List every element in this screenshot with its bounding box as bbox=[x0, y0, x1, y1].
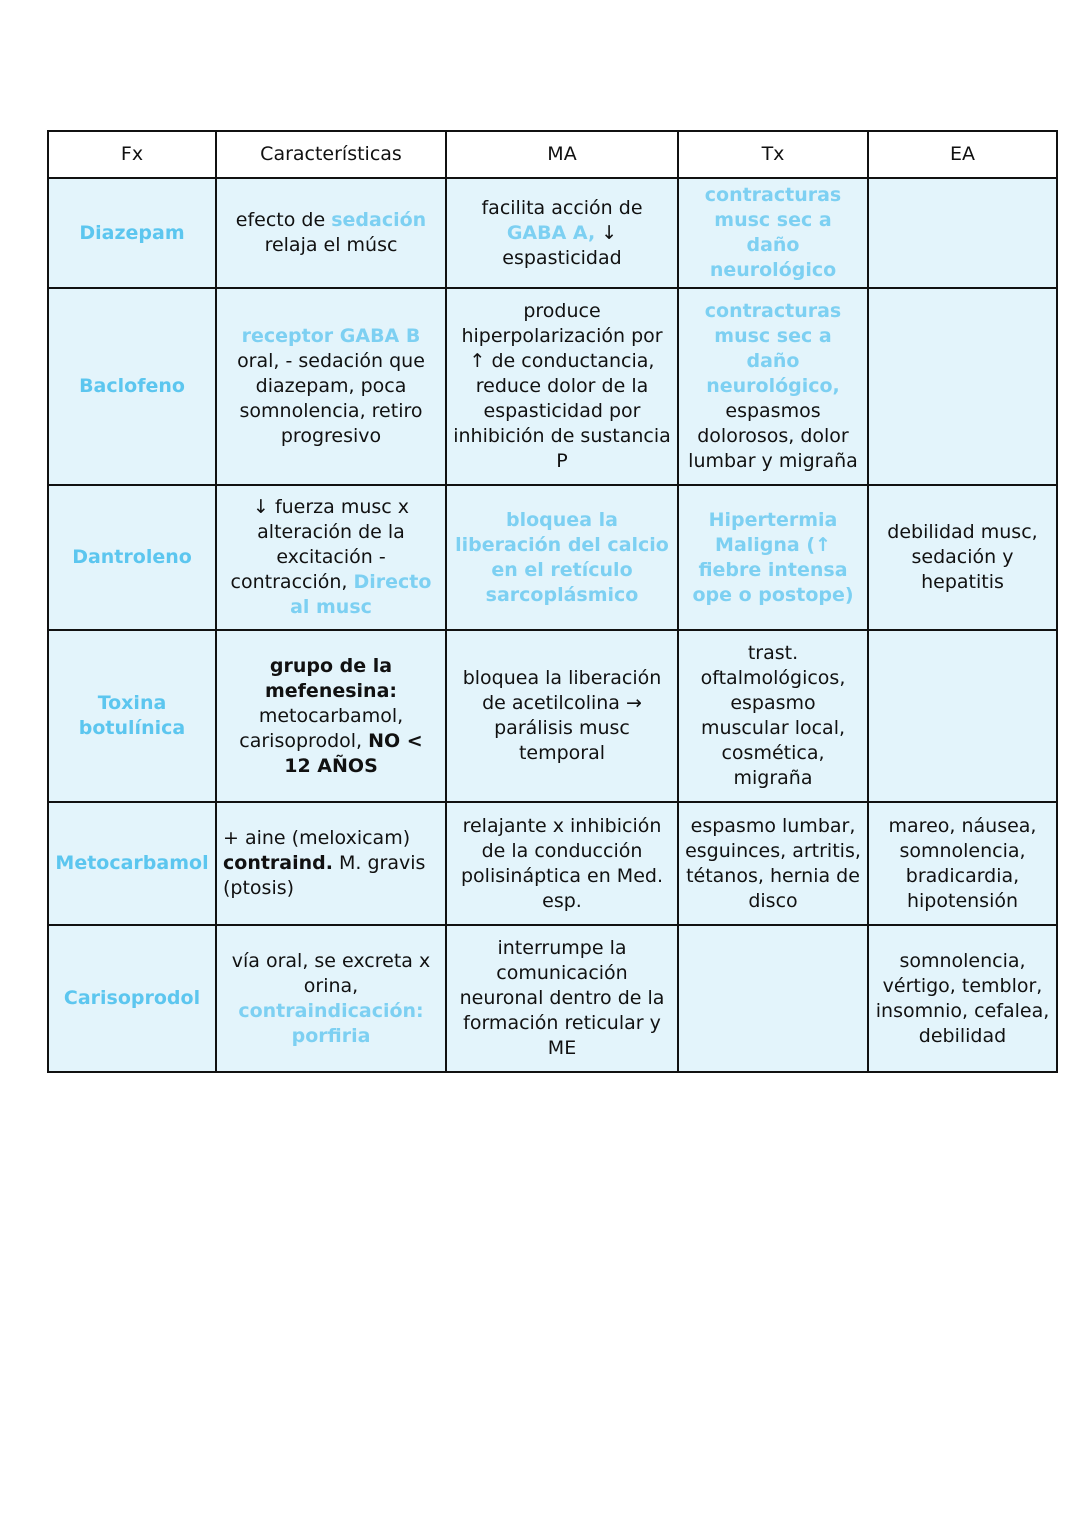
fx-cell: Carisoprodol bbox=[48, 925, 216, 1072]
header-ma: MA bbox=[446, 131, 678, 178]
cell-text: oral, - sedación que diazepam, poca somnolencia, retiro progresivo bbox=[237, 350, 425, 447]
highlight-text: sedación bbox=[331, 209, 427, 231]
tx-cell: espasmo lumbar, esguinces, artritis, tétanos, hernia de disco bbox=[678, 802, 868, 925]
tx-cell: contracturas musc sec a daño neurológico bbox=[678, 178, 868, 288]
bold-text: grupo de la mefenesina: bbox=[264, 654, 398, 702]
ea-cell bbox=[868, 630, 1057, 802]
tx-cell: Hipertermia Maligna (↑ fiebre intensa ope o postope) bbox=[678, 485, 868, 630]
table-row bbox=[48, 802, 1057, 925]
fx-cell: Dantroleno bbox=[48, 485, 216, 630]
bold-text: contraind. bbox=[223, 852, 333, 874]
caracteristicas-cell bbox=[216, 802, 446, 925]
cell-text: relaja el músc bbox=[264, 234, 398, 256]
ma-cell: relajante x inhibición de la conducción polisináptica en Med. esp. bbox=[446, 802, 678, 925]
highlight-text: Directo al musc bbox=[290, 571, 432, 618]
caracteristicas-cell bbox=[216, 925, 446, 1072]
highlight-text: contraindicación: porfiria bbox=[238, 999, 424, 1047]
caracteristicas-cell bbox=[216, 288, 446, 485]
cell-text: M. gravis (ptosis) bbox=[223, 852, 426, 899]
header-fx: Fx bbox=[48, 131, 216, 178]
cell-text: ↓ espasticidad bbox=[502, 221, 622, 269]
table-row bbox=[48, 288, 1057, 485]
ma-cell: bloquea la liberación del calcio en el retículo sarcoplásmico bbox=[446, 485, 678, 630]
header-tx: Tx bbox=[678, 131, 868, 178]
highlight-text: contracturas musc sec a daño neurológico, bbox=[704, 300, 842, 397]
ma-cell: interrumpe la comunicación neuronal dentro de la formación reticular y ME bbox=[446, 925, 678, 1072]
ea-cell: somnolencia, vértigo, temblor, insomnio, cefalea, debilidad bbox=[868, 925, 1057, 1072]
tx-cell bbox=[678, 288, 868, 485]
header-ea: EA bbox=[868, 131, 1057, 178]
header-caracteristicas: Características bbox=[216, 131, 446, 178]
ma-cell: bloquea la liberación de acetilcolina → parálisis musc temporal bbox=[446, 630, 678, 802]
ea-cell: debilidad musc, sedación y hepatitis bbox=[868, 485, 1057, 630]
bold-text: NO < 12 AÑOS bbox=[284, 729, 423, 777]
caracteristicas-cell bbox=[216, 630, 446, 802]
caracteristicas-cell bbox=[216, 178, 446, 288]
cell-text: vía oral, se excreta x orina, bbox=[231, 949, 431, 997]
ea-cell: mareo, náusea, somnolencia, bradicardia, hipotensión bbox=[868, 802, 1057, 925]
cell-text: metocarbamol, carisoprodol, bbox=[239, 704, 404, 752]
cell-text: espasmos dolorosos, dolor lumbar y migraña bbox=[688, 400, 858, 472]
fx-cell: Baclofeno bbox=[48, 288, 216, 485]
ea-cell bbox=[868, 178, 1057, 288]
table-row bbox=[48, 925, 1057, 1072]
cell-text: facilita acción de bbox=[481, 196, 643, 219]
ma-cell bbox=[446, 178, 678, 288]
ea-cell bbox=[868, 288, 1057, 485]
cell-text: ↓ fuerza musc x alteración de la excitación - contracción, bbox=[230, 496, 410, 593]
cell-text: efecto de bbox=[235, 209, 332, 231]
ma-cell: produce hiperpolarización por ↑ de conductancia, reduce dolor de la espasticidad por inhibición de sustancia P bbox=[446, 288, 678, 485]
caracteristicas-cell bbox=[216, 485, 446, 630]
table-row bbox=[48, 178, 1057, 288]
cell-text: + aine (meloxicam) bbox=[223, 827, 411, 849]
fx-cell: Diazepam bbox=[48, 178, 216, 288]
fx-cell: Metocarbamol bbox=[48, 802, 216, 925]
table-row bbox=[48, 630, 1057, 802]
table-row bbox=[48, 485, 1057, 630]
header-row bbox=[48, 131, 1057, 178]
tx-cell bbox=[678, 925, 868, 1072]
highlight-text: receptor GABA B bbox=[241, 325, 421, 347]
tx-cell: trast. oftalmológicos, espasmo muscular local, cosmética, migraña bbox=[678, 630, 868, 802]
fx-cell: Toxina botulínica bbox=[48, 630, 216, 802]
highlight-text: GABA A, bbox=[506, 221, 596, 244]
drug-table bbox=[47, 130, 1058, 1073]
